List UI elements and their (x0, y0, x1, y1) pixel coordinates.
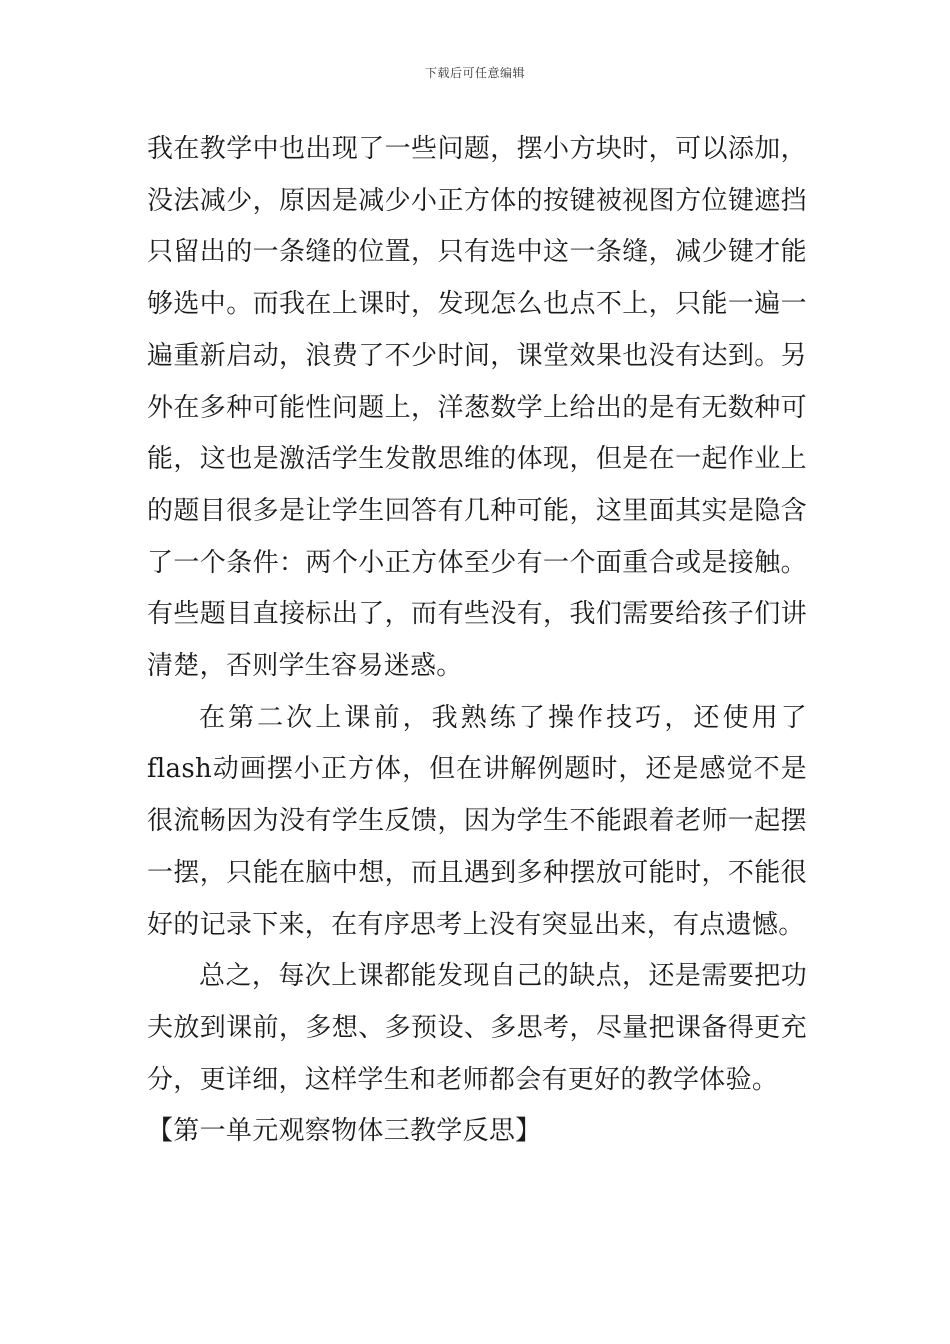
paragraph-2: 在第二次上课前，我熟练了操作技巧，还使用了flash动画摆小正方体，但在讲解例题时，还是感觉不是很流畅因为没有学生反馈，因为学生不能跟着老师一起摆一摆，只能在脑中想，而且遇到多种摆放可能时，不能很好的记录下来，在有序思考上没有突显出来，有点遗憾。 (147, 702, 807, 940)
section-heading: 【第一单元观察物体三教学反思】 (147, 1116, 542, 1147)
document-body (147, 124, 807, 1158)
paragraph-1: 我在教学中也出现了一些问题，摆小方块时，可以添加，没法减少，原因是减少小正方体的按键被视图方位键遮挡只留出的一条缝的位置，只有选中这一条缝，减少键才能够选中。而我在上课时，发现怎么也点不上，只能一遍一遍重新启动，浪费了不少时间，课堂效果也没有达到。另外在多种可能性问题上，洋葱数学上给出的是有无数种可能，这也是激活学生发散思维的体现，但是在一起作业上的题目很多是让学生回答有几种可能，这里面其实是隐含了一个条件：两个小正方体至少有一个面重合或是接触。有些题目直接标出了，而有些没有，我们需要给孩子们讲清楚，否则学生容易迷惑。 (147, 134, 807, 682)
paragraph-3: 总之，每次上课都能发现自己的缺点，还是需要把功夫放到课前，多想、多预设、多思考，尽量把课备得更充分，更详细，这样学生和老师都会有更好的教学体验。 (147, 961, 807, 1095)
header-note: 下载后可任意编辑 (424, 66, 525, 80)
